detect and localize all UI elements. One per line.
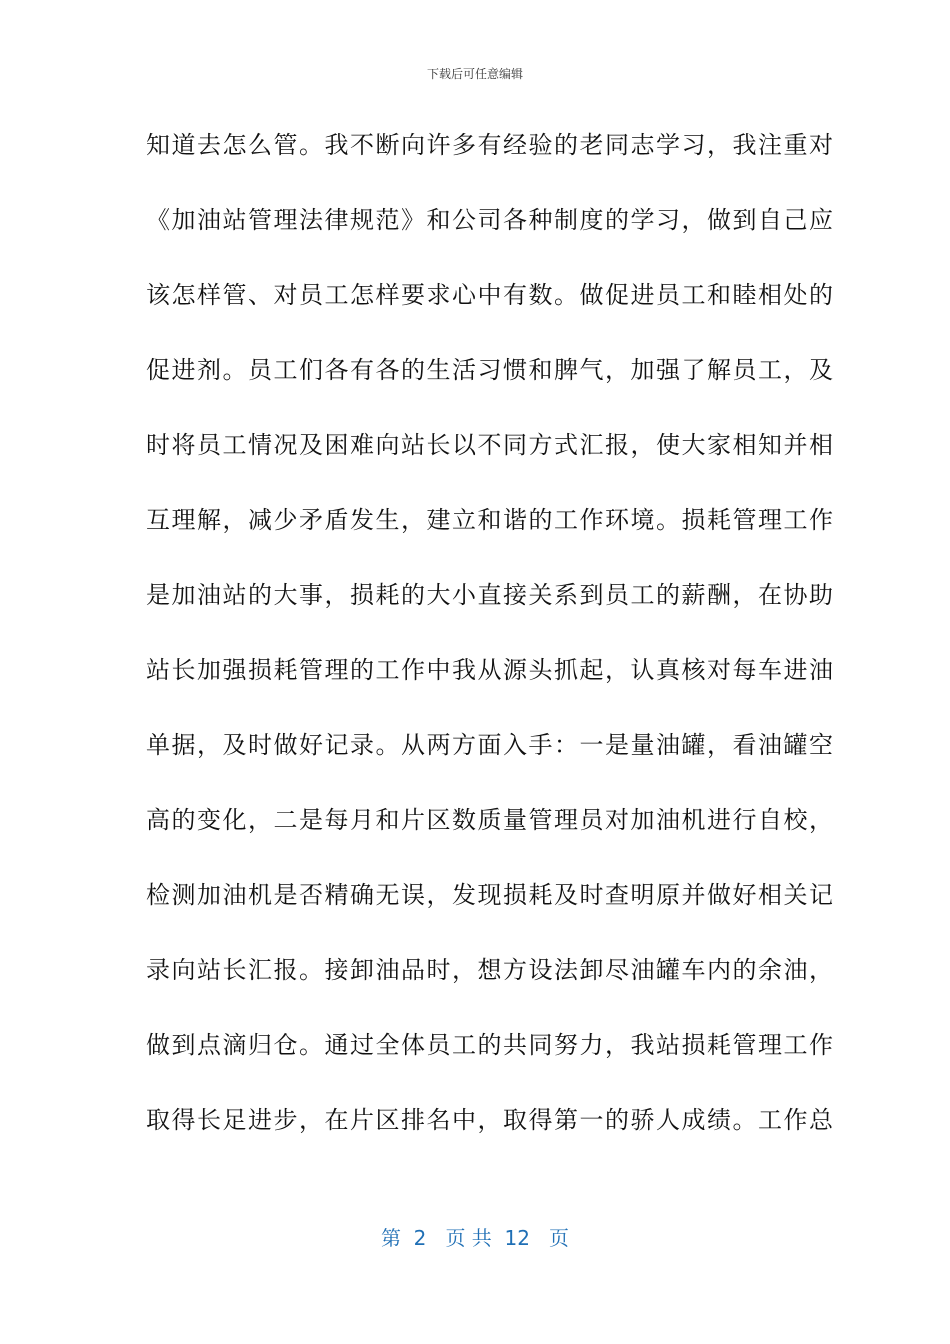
body-line: 做到点滴归仓。通过全体员工的共同努力，我站损耗管理工作 bbox=[146, 1031, 835, 1059]
body-line: 《加油站管理法律规范》和公司各种制度的学习，做到自己应 bbox=[146, 206, 835, 234]
body-line: 该怎样管、对员工怎样要求心中有数。做促进员工和睦相处的 bbox=[146, 281, 835, 309]
page-number-footer: 第 2 页 共 12 页 bbox=[380, 1226, 570, 1250]
body-line: 取得长足进步，在片区排名中，取得第一的骄人成绩。工作总 bbox=[146, 1106, 835, 1134]
body-line: 检测加油机是否精确无误，发现损耗及时查明原并做好相关记 bbox=[146, 881, 835, 909]
body-line: 站长加强损耗管理的工作中我从源头抓起，认真核对每车进油 bbox=[146, 656, 835, 684]
header-note: 下载后可任意编辑 bbox=[426, 67, 523, 81]
body-line: 互理解，减少矛盾发生，建立和谐的工作环境。损耗管理工作 bbox=[146, 506, 835, 534]
body-line: 知道去怎么管。我不断向许多有经验的老同志学习，我注重对 bbox=[146, 131, 835, 159]
body-line: 是加油站的大事，损耗的大小直接关系到员工的薪酬，在协助 bbox=[146, 581, 835, 609]
body-line: 单据，及时做好记录。从两方面入手：一是量油罐，看油罐空 bbox=[146, 731, 835, 759]
body-line: 录向站长汇报。接卸油品时，想方设法卸尽油罐车内的余油， bbox=[146, 956, 835, 984]
body-line: 促进剂。员工们各有各的生活习惯和脾气，加强了解员工，及 bbox=[146, 356, 835, 384]
body-text bbox=[146, 126, 835, 1176]
body-line: 高的变化，二是每月和片区数质量管理员对加油机进行自校， bbox=[146, 806, 835, 834]
body-line: 时将员工情况及困难向站长以不同方式汇报，使大家相知并相 bbox=[146, 431, 835, 459]
